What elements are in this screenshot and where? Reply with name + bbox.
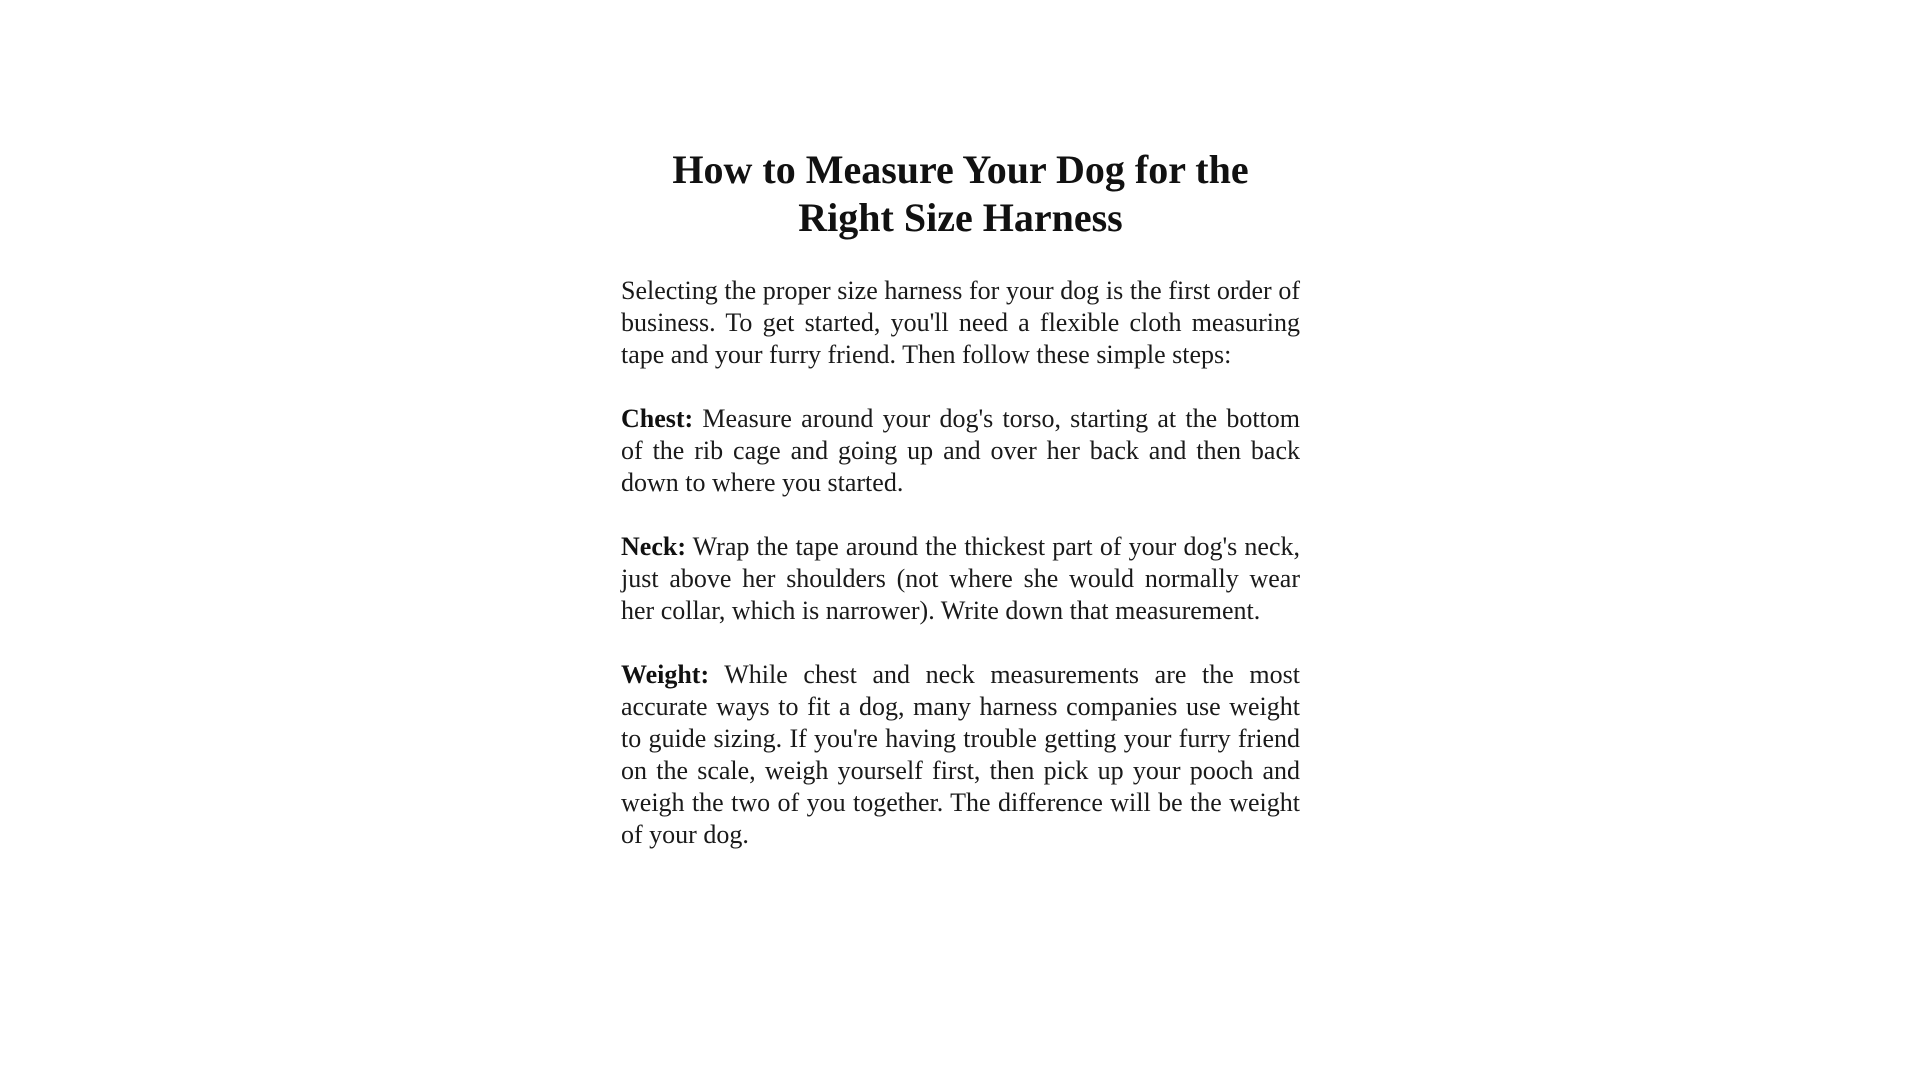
chest-term: Chest: <box>621 404 694 433</box>
neck-text: Wrap the tape around the thickest part of your dog's neck, just above her shoulders (not where she would normally wear her collar, which is narrower). Write down that measurement. <box>621 532 1300 625</box>
title-line-1: How to Measure Your Dog for the <box>672 147 1249 192</box>
document-body <box>621 146 1300 851</box>
weight-text: While chest and neck measurements are the most accurate ways to fit a dog, many harness companies use weight to guide sizing. If you're having trouble getting your furry friend on the scale, weigh yourself first, then pick up your pooch and weigh the two of you together. The difference will be the weight of your dog. <box>621 660 1300 849</box>
chest-text: Measure around your dog's torso, starting at the bottom of the rib cage and going up and over her back and then back down to where you started. <box>621 404 1300 497</box>
neck-term: Neck: <box>621 532 686 561</box>
weight-term: Weight: <box>621 660 710 689</box>
chest-paragraph <box>621 403 1300 499</box>
intro-paragraph: Selecting the proper size harness for your dog is the first order of business. To get started, you'll need a flexible cloth measuring tape and your furry friend. Then follow these simple steps: <box>621 276 1300 369</box>
neck-paragraph <box>621 531 1300 627</box>
weight-paragraph <box>621 659 1300 851</box>
title-line-2: Right Size Harness <box>798 195 1123 240</box>
page-title <box>621 146 1300 242</box>
